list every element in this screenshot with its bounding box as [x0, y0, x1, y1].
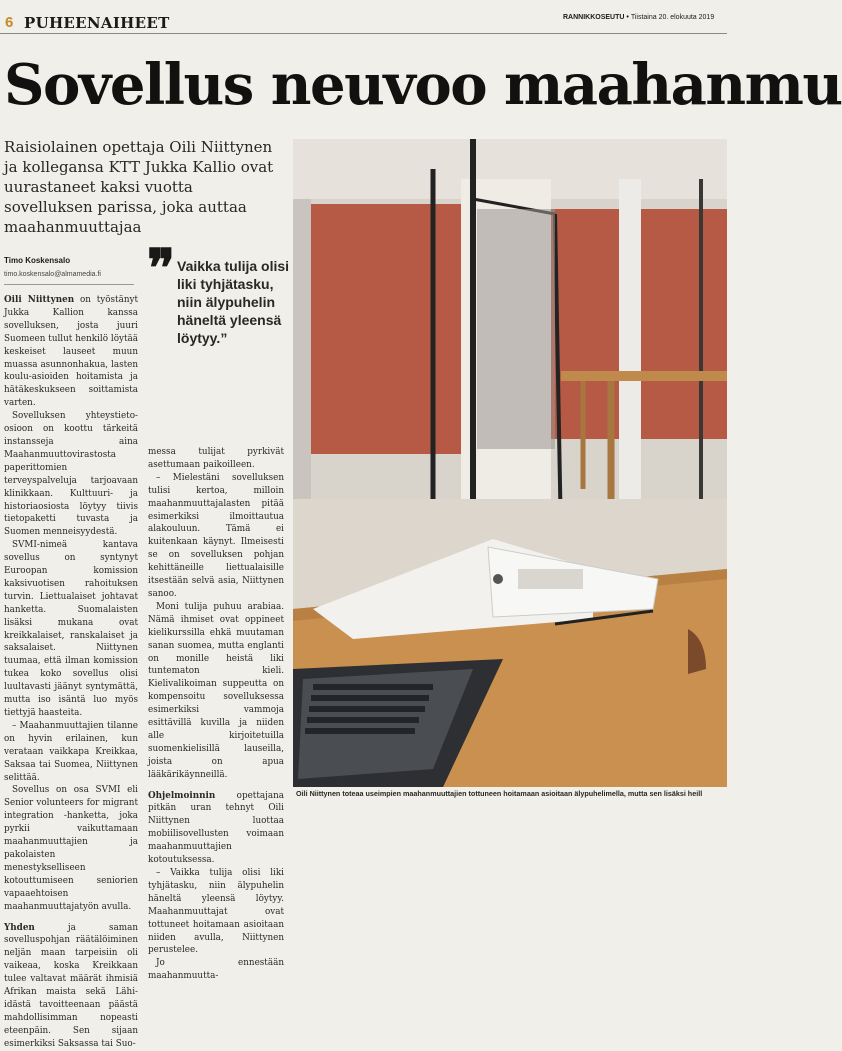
- lead-paragraph: Raisiolainen opettaja Oili Niittynen ja kollegansa KTT Jukka Kallio ovat uurastaneet kaksi vuotta sovelluksen parissa, joka auttaa maahanmuuttajaa: [4, 138, 274, 236]
- newspaper-name: RANNIKKOSEUTU: [563, 14, 625, 21]
- body-paragraph: – Mielestäni sovelluksen tulisi kertoa, milloin maahanmuuttajalasten pitää esimerkiksi ilmoittautua alakouluun. Tämä ei kuitenkaan käynyt. Ilmeisesti se on sovelluksen pohjan kehittäneille liettualaisille itsestään selvä asia, Niittynen sanoo.: [148, 472, 284, 599]
- body-column-1: [4, 294, 138, 1051]
- section-title: PUHEENAIHEET: [24, 14, 170, 32]
- body-paragraph: [4, 294, 138, 410]
- top-divider: [0, 33, 727, 34]
- office-photo-icon: [293, 139, 727, 787]
- body-paragraph: [148, 790, 284, 867]
- byline-divider: [4, 284, 134, 285]
- pull-quote: Vaikka tulija olisi liki tyhjätasku, niin älypuhelin häneltä yleensä löytyy.”: [177, 258, 290, 346]
- body-column-2: [148, 446, 284, 983]
- page-number: 6: [5, 14, 14, 31]
- paragraph-text: on työstänyt Jukka Kallion kanssa sovelluksen, josta juuri Suomeen tullut henkilö löytää keskeiset lauseet muun muassa asunnonhakua, lasten koulu-asioiden hoitamista ja hätäkeskukseen soittamista varten.: [4, 295, 138, 409]
- body-paragraph: Sovelluksen yhteystieto-osioon on koottu tärkeitä instansseja aina Maahanmuuttovirastosta paperittomien terveyspalveluja tarjoavaan klinikkaan. Kulttuuri- ja historiaosiosta löytyy tiivis tietopaketti tuvasta ja Suomen menneisyydestä.: [4, 411, 138, 538]
- body-paragraph: SVMI-nimeä kantava sovellus on syntynyt Euroopan komission kaksivuotisen rahoituksen turvin. Liettualaiset johtavat hanketta. Suomalaisten lisäksi mukana ovat kreikkalaiset, ranskalaiset ja saksalaiset. Niittynen tuumaa, että ilman komission tukea koko sovellus olisi luultavasti jäänyt syntymättä, mutta iso isäntä luo myös tiettyjä haasteita.: [4, 540, 138, 718]
- article-photo: [293, 139, 727, 787]
- issue-date: Tiistaina 20. elokuuta 2019: [630, 14, 715, 21]
- body-paragraph: messa tulijat pyrkivät asettumaan paikoilleen.: [148, 447, 284, 470]
- headline: Sovellus neuvoo maahanmu: [4, 52, 842, 118]
- paragraph-lead-in: Ohjelmoinnin: [148, 790, 216, 801]
- body-paragraph: – Vaikka tulija olisi liki tyhjätasku, niin älypuhelin häneltä yleensä löytyy. Maahanmuuttajat ovat tottuneet hoitamaan asioitaan niiden avulla, Niittynen perustelee.: [148, 868, 284, 956]
- newspaper-masthead: [563, 14, 714, 21]
- body-paragraph: Jo ennestään maahanmuutta-: [148, 958, 284, 982]
- photo-caption: Oili Niittynen toteaa useimpien maahanmuuttajien tottuneen hoitamaan asioitaan älypuhelimella, mutta sen lisäksi heill: [296, 789, 703, 798]
- byline: Timo Koskensalo: [4, 256, 71, 265]
- paragraph-text: ja saman sovelluspohjan räätälöiminen neljän maan tarpeisiin oli vaikeaa, koska Kreikkaan tulee valtavat määrät ihmisiä Afrikan maista sekä Lähi-idästä tavoitteenaan päästä mahdollisimman nopeasti eteenpäin. Sen sijaan esimerkiksi Saksassa tai Suo-: [4, 922, 138, 1049]
- body-paragraph: – Maahanmuuttajien tilanne on hyvin erilainen, kun verataan vaikkapa Kreikkaa, Saksaa tai Suomea, Niittynen selittää.: [4, 720, 138, 783]
- body-paragraph: Sovellus on osa SVMI eli Senior volunteers for migrant integration -hanketta, joka pyrkii vaikuttamaan maahanmuuttajien ja pakolaisten menestykselliseen kotouttumiseen seniorien vapaaehtoisen maahanmuuttajatyön avulla.: [4, 785, 138, 912]
- author-email: timo.koskensalo@almamedia.fi: [4, 271, 101, 278]
- body-paragraph: Moni tulija puhuu arabiaa. Nämä ihmiset ovat oppineet kielikurssilla ehkä muutaman sanan suomea, mutta englanti on monille heistä liki tuntematon kieli. Kielivalikoiman suppeutta on kompensoitu sovelluksessa esimerkiksi vammoja esittävillä kuvilla ja niiden alle kirjoitetuilla suomenkielisillä lauseilla, joista on apua lääkärikäynneillä.: [148, 601, 284, 780]
- bullet-separator: •: [626, 14, 631, 21]
- paragraph-lead-in: Yhden: [4, 922, 35, 933]
- paragraph-lead-in: Oili Niittynen: [4, 295, 75, 305]
- body-paragraph: [4, 922, 138, 1051]
- paragraph-text: opettajana pitkän uran tehnyt Oili Niittynen luottaa mobiilisovellusten voimaan maahanmuuttajien kotoutuksessa.: [148, 790, 284, 866]
- quote-mark-icon: ❞: [147, 241, 175, 298]
